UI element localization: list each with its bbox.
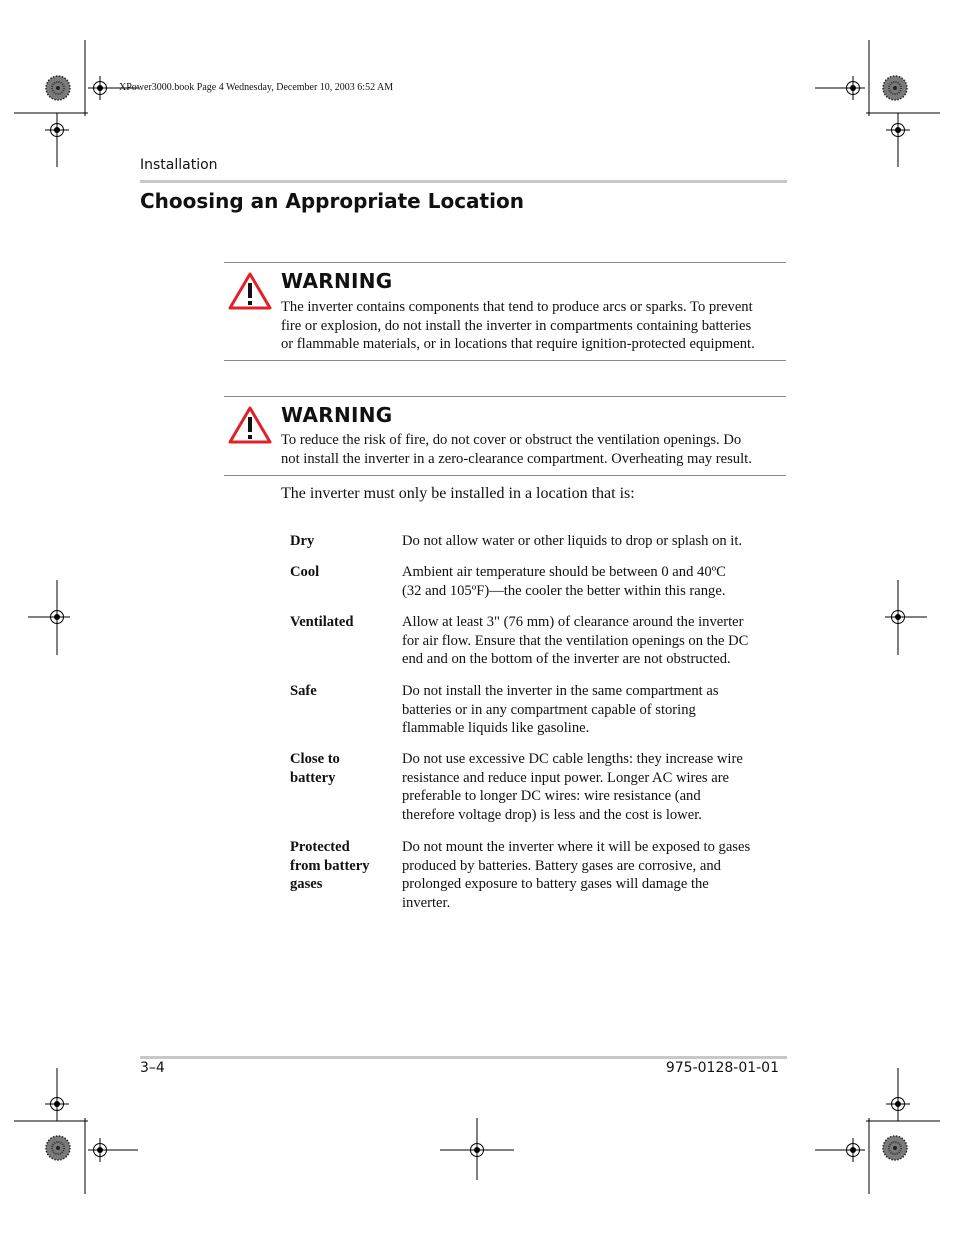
desc-line: Do not allow water or other liquids to drop or splash on it. — [402, 533, 743, 549]
term-line: gases — [290, 876, 323, 893]
page-title: Choosing an Appropriate Location — [140, 189, 524, 213]
warning-text — [281, 298, 791, 354]
desc-line: therefore voltage drop) is less and the cost is lower. — [402, 807, 702, 824]
warning-text — [281, 431, 791, 468]
header-rule — [140, 180, 787, 183]
term-line: battery — [290, 769, 336, 786]
term-line: Dry — [290, 533, 315, 549]
warning-title: WARNING — [281, 269, 393, 293]
desc-line: Do not use excessive DC cable lengths: they increase wire — [402, 751, 743, 767]
warning-line: To reduce the risk of fire, do not cover or obstruct the ventilation openings. Do — [281, 432, 742, 448]
desc-line: prolonged exposure to battery gases will damage the — [402, 876, 709, 893]
document-number: 975-0128-01-01 — [665, 1060, 779, 1076]
desc-line: resistance and reduce input power. Longer AC wires are — [402, 769, 730, 786]
warning-triangle-icon — [228, 405, 272, 445]
requirement-term — [290, 750, 390, 787]
requirement-description — [402, 532, 782, 551]
desc-line: flammable liquids like gasoline. — [402, 720, 590, 737]
desc-line: end and on the bottom of the inverter are not obstructed. — [402, 651, 731, 668]
page-number: 3–4 — [140, 1060, 165, 1076]
intro-text: The inverter must only be installed in a location that is: — [281, 485, 635, 502]
requirement-description — [402, 838, 782, 913]
section-label: Installation — [140, 157, 218, 173]
requirement-description — [402, 750, 782, 825]
warning-line: fire or explosion, do not install the inverter in compartments containing batteries — [281, 317, 752, 334]
desc-line: inverter. — [402, 895, 451, 912]
desc-line: Allow at least 3" (76 mm) of clearance around the inverter — [402, 614, 744, 630]
warning-box-1 — [224, 262, 786, 361]
term-line: from battery — [290, 857, 370, 874]
requirement-description — [402, 613, 782, 669]
desc-line: produced by batteries. Battery gases are corrosive, and — [402, 857, 721, 874]
term-line: Close to — [290, 751, 340, 767]
desc-line: Ambient air temperature should be between 0 and 40ºC — [402, 564, 726, 580]
requirement-term — [290, 613, 390, 632]
term-line: Cool — [290, 564, 320, 580]
term-line: Ventilated — [290, 614, 354, 630]
desc-line: for air flow. Ensure that the ventilation openings on the DC — [402, 632, 749, 649]
term-line: Protected — [290, 839, 350, 855]
requirement-term — [290, 838, 390, 894]
requirement-term — [290, 563, 390, 582]
warning-triangle-icon — [228, 271, 272, 311]
warning-line: not install the inverter in a zero-clearance compartment. Overheating may result. — [281, 450, 752, 467]
requirement-term — [290, 682, 390, 701]
warning-title: WARNING — [281, 403, 393, 427]
desc-line: Do not install the inverter in the same compartment as — [402, 683, 719, 699]
requirement-description — [402, 563, 782, 600]
term-line: Safe — [290, 683, 317, 699]
footer-rule — [140, 1056, 787, 1059]
book-header: XPower3000.book Page 4 Wednesday, December 10, 2003 6:52 AM — [119, 82, 394, 93]
desc-line: preferable to longer DC wires: wire resistance (and — [402, 788, 701, 805]
requirement-term — [290, 532, 390, 551]
desc-line: Do not mount the inverter where it will be exposed to gases — [402, 839, 751, 855]
warning-line: or flammable materials, or in locations that require ignition-protected equipment. — [281, 336, 755, 352]
warning-box-2 — [224, 396, 786, 476]
desc-line: (32 and 105ºF)—the cooler the better within this range. — [402, 582, 726, 599]
warning-line: The inverter contains components that tend to produce arcs or sparks. To prevent — [281, 299, 753, 315]
requirement-description — [402, 682, 782, 738]
desc-line: batteries or in any compartment capable of storing — [402, 701, 696, 718]
